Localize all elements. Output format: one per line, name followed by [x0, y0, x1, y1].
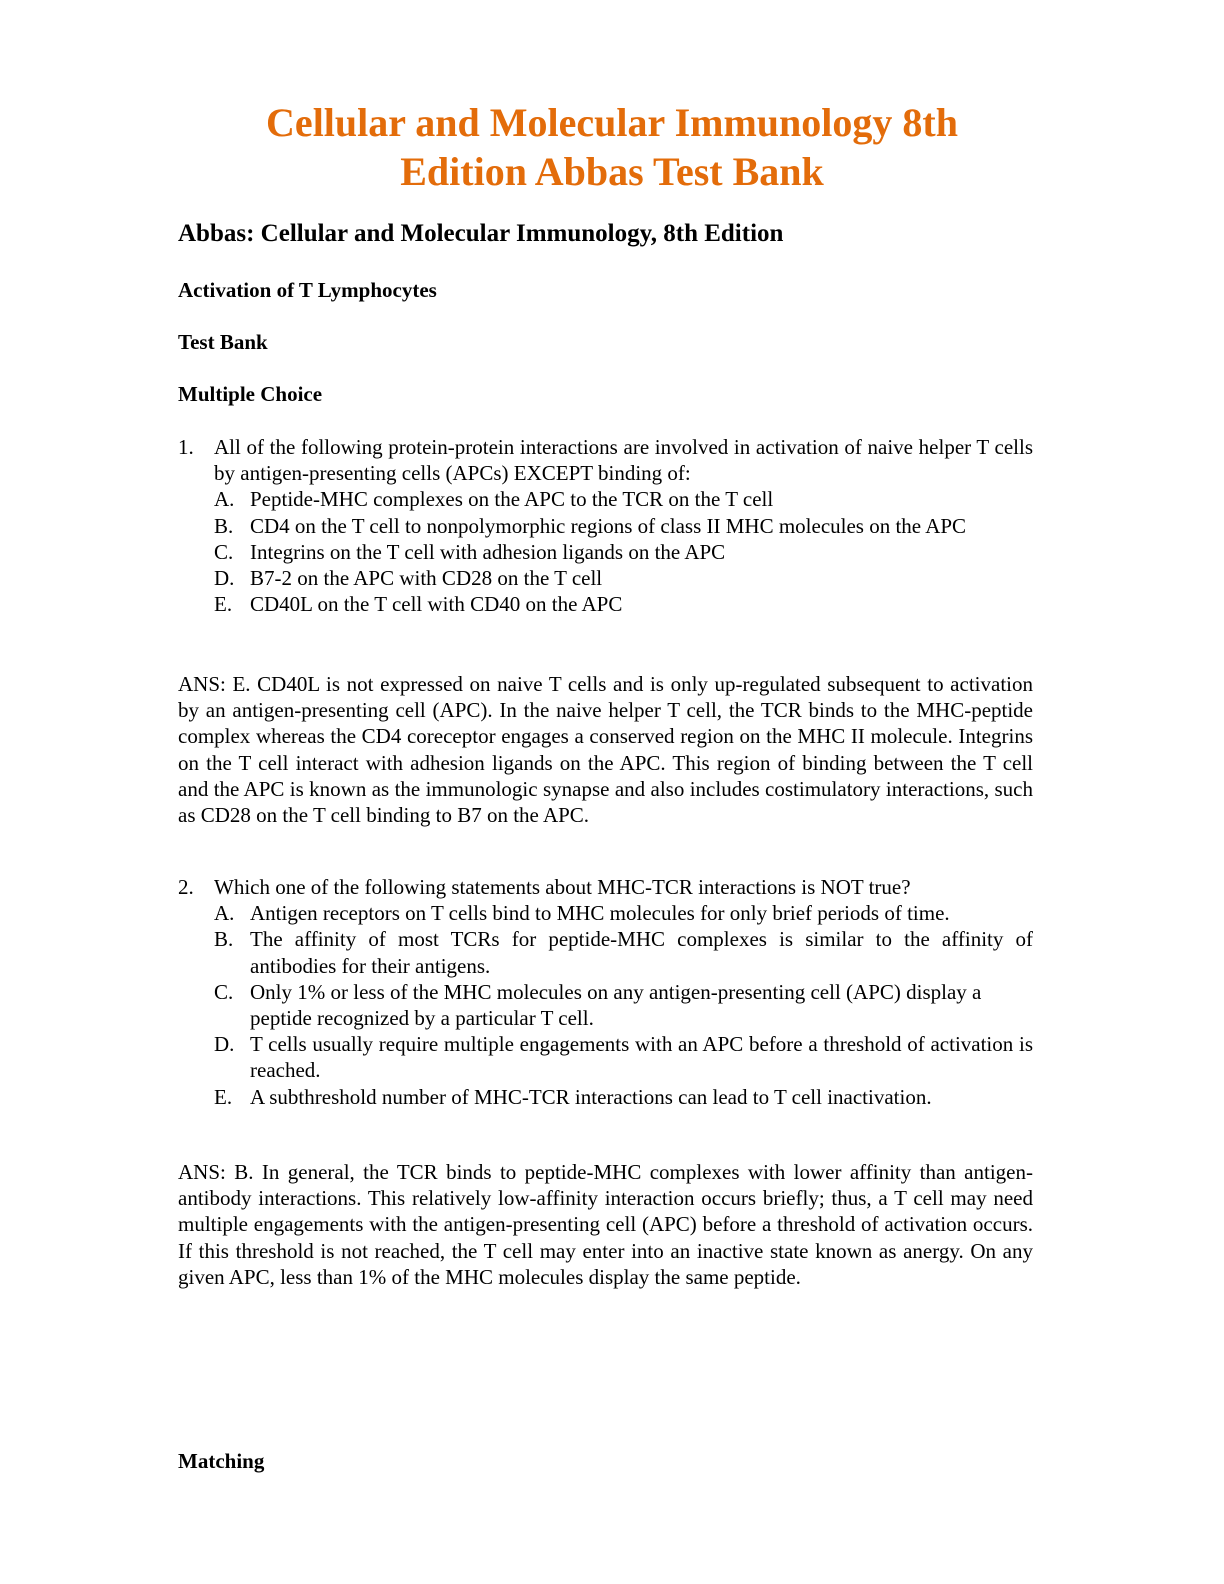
- option-list: [178, 486, 1033, 617]
- option-letter: A.: [214, 901, 235, 926]
- section-heading: Test Bank: [178, 330, 268, 354]
- question-1: [178, 434, 1033, 617]
- option-text: Integrins on the T cell with adhesion ligands on the APC: [250, 539, 726, 564]
- option-letter: D.: [214, 1032, 235, 1057]
- option-text: The affinity of most TCRs for peptide-MHC complexes is similar to the affinity of antibodies for their antigens.: [250, 927, 1033, 978]
- option-letter: D.: [214, 566, 235, 591]
- option-text: CD40L on the T cell with CD40 on the APC: [250, 592, 623, 617]
- option-text: B7-2 on the APC with CD28 on the T cell: [250, 566, 603, 591]
- book-subtitle: Abbas: Cellular and Molecular Immunology, 8th Edition: [178, 220, 784, 247]
- option-e: [178, 591, 1033, 617]
- question-stem: [178, 874, 1033, 900]
- option-list: [178, 900, 1033, 1110]
- option-a: [178, 900, 1033, 926]
- option-letter: C.: [214, 539, 234, 564]
- option-text: T cells usually require multiple engagements with an APC before a threshold of activation is reached.: [250, 1032, 1033, 1083]
- question-number: 2.: [178, 875, 194, 899]
- question-number: 1.: [178, 435, 194, 459]
- option-e: [178, 1084, 1033, 1110]
- option-d: [178, 1031, 1033, 1083]
- title-line-2: Edition Abbas Test Bank: [400, 149, 824, 194]
- question-2: [178, 874, 1033, 1110]
- chapter-heading: Activation of T Lymphocytes: [178, 278, 437, 302]
- answer-1: ANS: E. CD40L is not expressed on naive T cells and is only up-regulated subsequent to activation by an antigen-presenting cell (APC). In the naive helper T cell, the TCR binds to the MHC-peptide complex whereas the CD4 coreceptor engages a conserved region on the MHC II molecule. Integrins on the T cell interact with adhesion ligands on the APC. This region of binding between the T cell and the APC is known as the immunologic synapse and also includes costimulatory interactions, such as CD28 on the T cell binding to B7 on the APC.: [178, 672, 1033, 828]
- question-stem: [178, 434, 1033, 486]
- option-text: A subthreshold number of MHC-TCR interactions can lead to T cell inactivation.: [250, 1084, 932, 1109]
- option-c: [178, 979, 1033, 1031]
- document-title: [178, 98, 1046, 196]
- option-text: Antigen receptors on T cells bind to MHC molecules for only brief periods of time.: [250, 901, 950, 926]
- option-text: Only 1% or less of the MHC molecules on any antigen-presenting cell (APC) display a peptide recognized by a particular T cell.: [250, 979, 982, 1031]
- matching-heading: Matching: [178, 1449, 265, 1473]
- question-text: All of the following protein-protein interactions are involved in activation of naive helper T cells by antigen-presenting cells (APCs) EXCEPT binding of:: [214, 435, 1033, 486]
- answer-2: ANS: B. In general, the TCR binds to peptide-MHC complexes with lower affinity than antigen-antibody interactions. This relatively low-affinity interaction occurs briefly; thus, a T cell may need multiple engagements with the antigen-presenting cell (APC) before a threshold of activation occurs. If this threshold is not reached, the T cell may enter into an inactive state known as anergy. On any given APC, less than 1% of the MHC molecules display the same peptide.: [178, 1160, 1033, 1289]
- option-text: Peptide-MHC complexes on the APC to the TCR on the T cell: [250, 487, 774, 512]
- option-letter: B.: [214, 927, 234, 952]
- question-text: Which one of the following statements about MHC-TCR interactions is NOT true?: [214, 875, 911, 899]
- option-b: [178, 926, 1033, 978]
- option-a: [178, 486, 1033, 512]
- option-c: [178, 539, 1033, 565]
- option-text: CD4 on the T cell to nonpolymorphic regions of class II MHC molecules on the APC: [250, 513, 967, 538]
- option-letter: C.: [214, 979, 234, 1004]
- option-d: [178, 565, 1033, 591]
- question-type-heading: Multiple Choice: [178, 382, 323, 406]
- option-letter: A.: [214, 487, 235, 512]
- option-letter: E.: [214, 1084, 233, 1109]
- option-b: [178, 513, 1033, 539]
- option-letter: B.: [214, 513, 234, 538]
- title-line-1: Cellular and Molecular Immunology 8th: [266, 100, 958, 145]
- option-letter: E.: [214, 592, 233, 617]
